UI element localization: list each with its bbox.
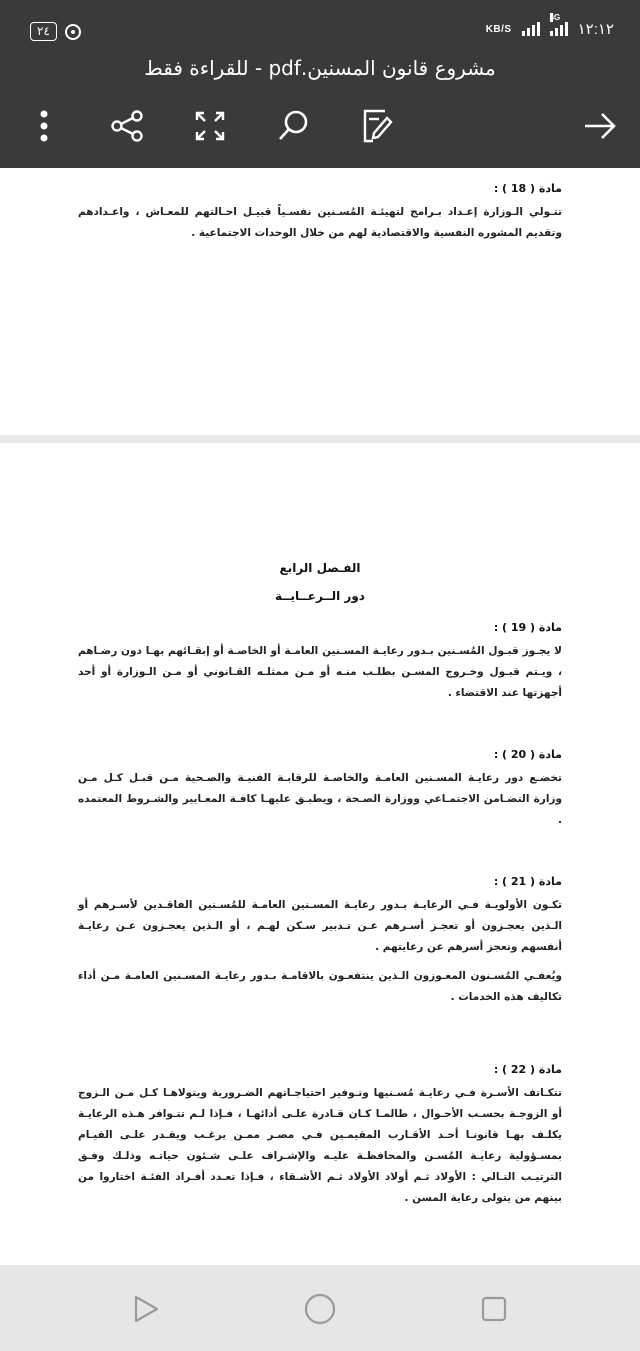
fullscreen-button[interactable] bbox=[186, 102, 234, 150]
edit-button[interactable] bbox=[352, 102, 400, 150]
article-21 bbox=[78, 875, 562, 1016]
search-button[interactable] bbox=[269, 102, 317, 150]
share-button[interactable] bbox=[103, 102, 151, 150]
article-paragraph: ويُعفـي المُسـنون المعـوزون الـذين ينتفعـون بالاقامـة بـدور رعايـة المسـنين العامـة مـن أداء تكاليف هذه الخدمات . bbox=[78, 970, 562, 1003]
back-icon bbox=[132, 1294, 160, 1324]
article-heading: مادة ( 19 ) : bbox=[493, 621, 562, 634]
lte-signal-icon bbox=[549, 13, 568, 36]
hotspot-icon bbox=[65, 24, 81, 40]
article-body: تخضـع دور رعايـة المسـنين العامـة والخاصـة للرقابـة الفنيـة والصـحية مـن قبـل كـل مـن وزارة التضـامن الاجتمـاعي ووزارة الصـحة ، ويطبـق عليهـا كافـة المعـايير والشـروط المعتمده . bbox=[78, 772, 562, 826]
article-heading: مادة ( 18 ) : bbox=[493, 182, 562, 195]
article-19 bbox=[78, 621, 562, 704]
article-paragraph: تكـون الأولويـة فـي الرعايـة بـدور رعايـة المسـنين العامـة للمُسـنين الفاقـدين لأسـرهم أو الـذين يعجـزون أو تعجـز أسـرهم عـن تـدبير سـكن لهـم ، أو الـذين يعجـزون عـن رعايـة أنفسهم وتعجز أسرهم عن رعايتهم . bbox=[78, 899, 562, 953]
chapter-title: الفـصل الرابع bbox=[279, 561, 361, 575]
status-right bbox=[485, 13, 614, 38]
forward-arrow-icon bbox=[583, 112, 617, 140]
data-speed-unit: KB/S bbox=[485, 23, 512, 35]
more-options-icon bbox=[39, 109, 49, 143]
forward-button[interactable] bbox=[576, 102, 624, 150]
system-nav-bar bbox=[0, 1265, 640, 1351]
signal-icon bbox=[522, 22, 540, 36]
home-button[interactable] bbox=[300, 1289, 340, 1329]
edit-icon bbox=[359, 108, 393, 144]
article-20 bbox=[78, 748, 562, 831]
more-options-button[interactable] bbox=[20, 102, 68, 150]
recents-icon bbox=[481, 1296, 507, 1322]
status-left bbox=[30, 22, 81, 41]
article-body: تتكـاتف الأسـرة فـي رعايـة مُسـنيها وتـوفير احتياجـاتهم الضـرورية ويتولاهـا كـل مـن الـزوج أو الزوجـة بحسـب الأحـوال ، طالمـا كـان قـادرة علـى أدائهـا ، فـإذا لـم تتـوافر هـذه الرعايـة يكلـف بهـا قانونـا أحـد الأقـارب المقيمـين فـي مصـر ممـن يرغـب ويقـدر علـى القيـام بمسـؤولية رعايـة المُسـن والمحافظـة عليـه والإشـراف علـى شـئون حياتـه وذلـك وفـق الترتيـب التـالي : الأولاد ثـم أولاد الأولاد ثـم الأشـقاء ، فـإذا تعـدد أفـراد الفئـة اختاروا من بينهم من يتولى رعاية المسن . bbox=[78, 1087, 562, 1204]
recents-button[interactable] bbox=[474, 1289, 514, 1329]
app-bar bbox=[0, 50, 640, 168]
article-18 bbox=[78, 182, 562, 244]
network-type: 4G bbox=[549, 13, 561, 22]
article-body bbox=[78, 895, 562, 1008]
home-icon bbox=[304, 1293, 336, 1325]
article-22 bbox=[78, 1063, 562, 1209]
article-heading: مادة ( 20 ) : bbox=[493, 748, 562, 761]
back-button[interactable] bbox=[126, 1289, 166, 1329]
article-body: تتـولي الـوزارة إعـداد بـرامج لتهيئـة المُسـنين نفسـياً قبيـل احـالتهم للمعـاش ، واعـدادهم وتقديم المشوره النفسية والاقتصادية لهم من خلال الوحدات الاجتماعية . bbox=[78, 206, 562, 239]
article-body: لا يجـوز قبـول المُسـنين بـدور رعايـة المسـنين العامـة أو الخاصـة أو إبقـائهم بهـا دون رضـاهم ، ويـتم قبـول وخـروج المسـن بطلـب منـه أو مـن ممثلـه القـانوني أو مـن الـوزارة أو أحد أجهزتها عند الاقتضاء . bbox=[78, 645, 562, 699]
battery-icon bbox=[30, 22, 57, 41]
expand-icon bbox=[193, 109, 227, 143]
document-page-2[interactable] bbox=[0, 443, 640, 1265]
document-page-1[interactable] bbox=[0, 168, 640, 435]
article-heading: مادة ( 21 ) : bbox=[493, 875, 562, 888]
battery-level: ٢٤ bbox=[37, 24, 50, 38]
toolbar bbox=[0, 102, 640, 150]
search-icon bbox=[276, 109, 310, 143]
chapter-subtitle: دور الــرعــايــة bbox=[275, 589, 365, 603]
share-icon bbox=[110, 109, 144, 143]
article-heading: مادة ( 22 ) : bbox=[493, 1063, 562, 1076]
clock: ١٢:١٢ bbox=[577, 21, 614, 38]
status-bar bbox=[0, 0, 640, 50]
document-title: مشروع قانون المسنين.pdf - للقراءة فقط bbox=[144, 56, 496, 80]
